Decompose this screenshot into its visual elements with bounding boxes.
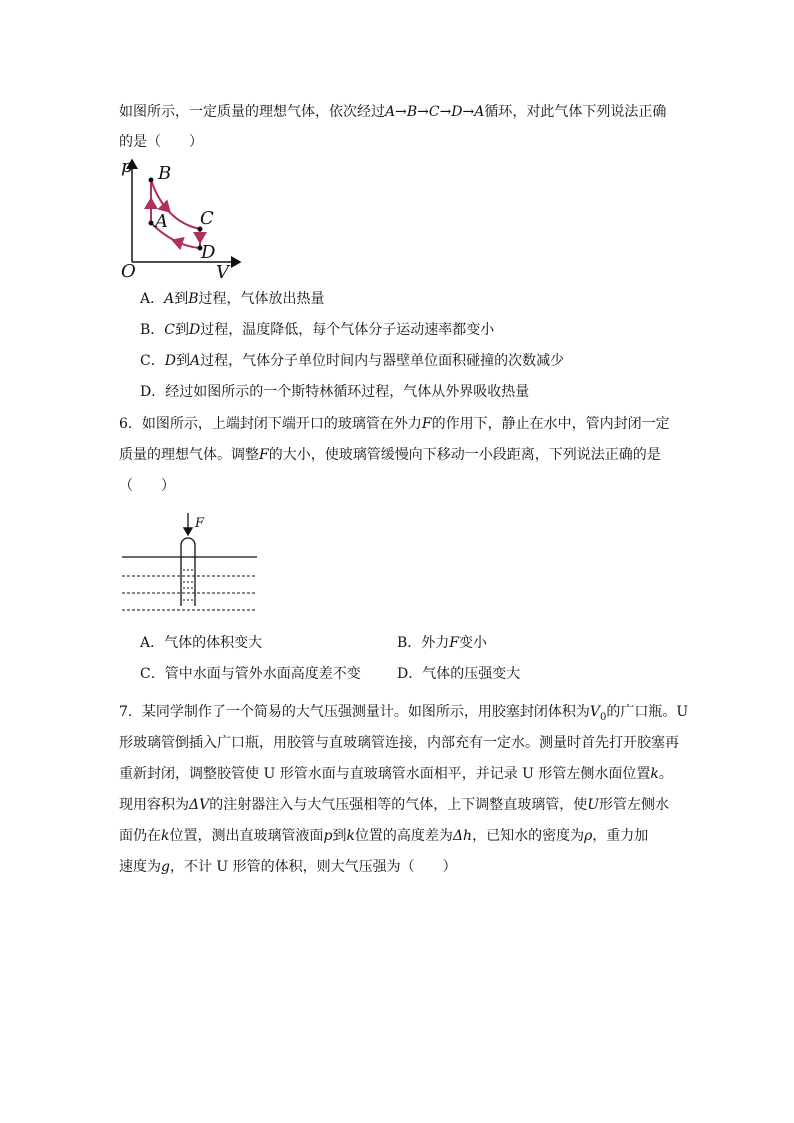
pv-diagram (118, 154, 248, 280)
q5-stem-line2-text: 的是（ ） (119, 134, 203, 150)
q7-line1: 7．某同学制作了一个简易的大气压强测量计。如图所示，用胶塞封闭体积为$V_0$的广口瓶。U (119, 704, 689, 723)
q5-stem-line1 (119, 102, 666, 122)
label-c: C (200, 208, 214, 229)
label-b: B (158, 163, 172, 184)
force-label: F (195, 516, 205, 531)
q5-option-c: C．D到A过程，气体分子单位时间内与器壁单位面积碰撞的次数减少 (140, 353, 565, 369)
label-p: p (121, 156, 133, 177)
q7-line6: 速度为g，不计 U 形管的体积，则大气压强为（ ） (119, 859, 457, 875)
q5-stem-text-2: 循环，对此气体下列说法正确 (484, 104, 667, 120)
point-a (149, 221, 154, 226)
q7-line4: 现用容积为ΔV的注射器注入与大气压强相等的气体，上下调整直玻璃管，使U形管左侧水 (119, 797, 670, 813)
label-a: A (155, 211, 168, 232)
q5-stem-text: 如图所示，一定质量的理想气体，依次经过 (119, 104, 385, 120)
q6-line1: 6．如图所示，上端封闭下端开口的玻璃管在外力F的作用下，静止在水中，管内封闭一定 (119, 416, 670, 432)
q7-line3: 重新封闭，调整胶管使 U 形管水面与直玻璃管水面相平，并记录 U 形管左侧水面位置k。 (119, 766, 673, 782)
tube-diagram (118, 510, 263, 618)
q6-option-b: B．外力F变小 (397, 635, 488, 651)
q6-line3: （ ） (119, 478, 175, 494)
label-v: V (216, 262, 229, 280)
q6-option-c: C．管中水面与管外水面高度差不变 (140, 666, 361, 682)
q6-option-a: A．气体的体积变大 (140, 635, 263, 651)
q6-option-d: D．气体的压强变大 (397, 666, 521, 682)
q7-line2: 形玻璃管倒插入广口瓶，用胶管与直玻璃管连接，内部充有一定水。测量时首先打开胶塞再 (119, 735, 679, 751)
q5-option-b: B．C到D过程，温度降低，每个气体分子运动速率都变小 (140, 322, 495, 338)
q5-option-a: A．A到B过程，气体放出热量 (140, 291, 325, 307)
q7-line5: 面仍在k位置，测出直玻璃管液面p到k位置的高度差为Δh，已知水的密度为ρ，重力加 (119, 828, 649, 844)
q5-stem-line2 (119, 132, 203, 152)
q5-option-d: D．经过如图所示的一个斯特林循环过程，气体从外界吸收热量 (140, 384, 530, 400)
label-d: D (201, 242, 216, 263)
q6-line2: 质量的理想气体。调整F的大小，使玻璃管缓慢向下移动一小段距离，下列说法正确的是 (119, 447, 661, 463)
label-o: O (121, 261, 136, 280)
glass-tube (181, 538, 195, 606)
point-b (149, 178, 154, 183)
q5-cycle: A→B→C→D→A (385, 104, 485, 120)
